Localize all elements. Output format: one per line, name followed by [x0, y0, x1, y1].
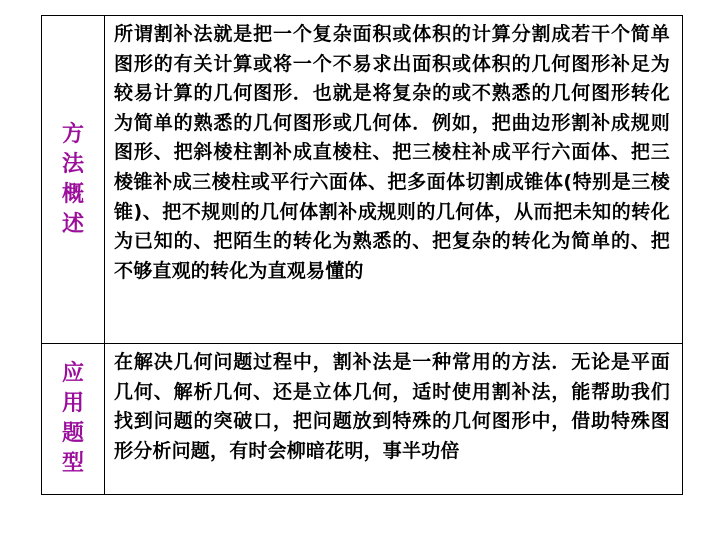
label-cell — [42, 16, 105, 343]
table-row-method-overview — [42, 16, 682, 343]
row-label-method-overview: 方法概述 — [61, 121, 84, 237]
row-content-application-types: 在解决几何问题过程中，割补法是一种常用的方法．无论是平面几何、解析几何、还是立体几何，适时使用割补法，能帮助我们找到问题的突破口，把问题放到特殊的几何图形中，借助特殊图形分析问题，有时会柳暗花明，事半功倍 — [114, 351, 670, 462]
row-content-method-overview: 所谓割补法就是把一个复杂面积或体积的计算分割成若干个简单图形的有关计算或将一个不易求出面积或体积的几何图形补足为较易计算的几何图形．也就是将复杂的或不熟悉的几何图形转化为简单的熟悉的几何图形或几何体．例如，把曲边形割补成规则图形、把斜棱柱割补成直棱柱、把三棱柱补成平行六面体、把三棱锥补成三棱柱或平行六面体、把多面体切割成锥体(特别是三棱锥)、把不规则的几何体割补成规则的几何体，从而把未知的转化为已知的、把陌生的转化为熟悉的、把复杂的转化为简单的、把不够直观的转化为直观易懂的 — [114, 23, 670, 282]
method-table — [41, 15, 683, 495]
label-cell — [42, 344, 105, 494]
row-label-application-types: 应用题型 — [61, 361, 84, 476]
content-cell — [105, 16, 682, 343]
content-cell — [105, 344, 682, 494]
table-row-application-types — [42, 343, 682, 494]
